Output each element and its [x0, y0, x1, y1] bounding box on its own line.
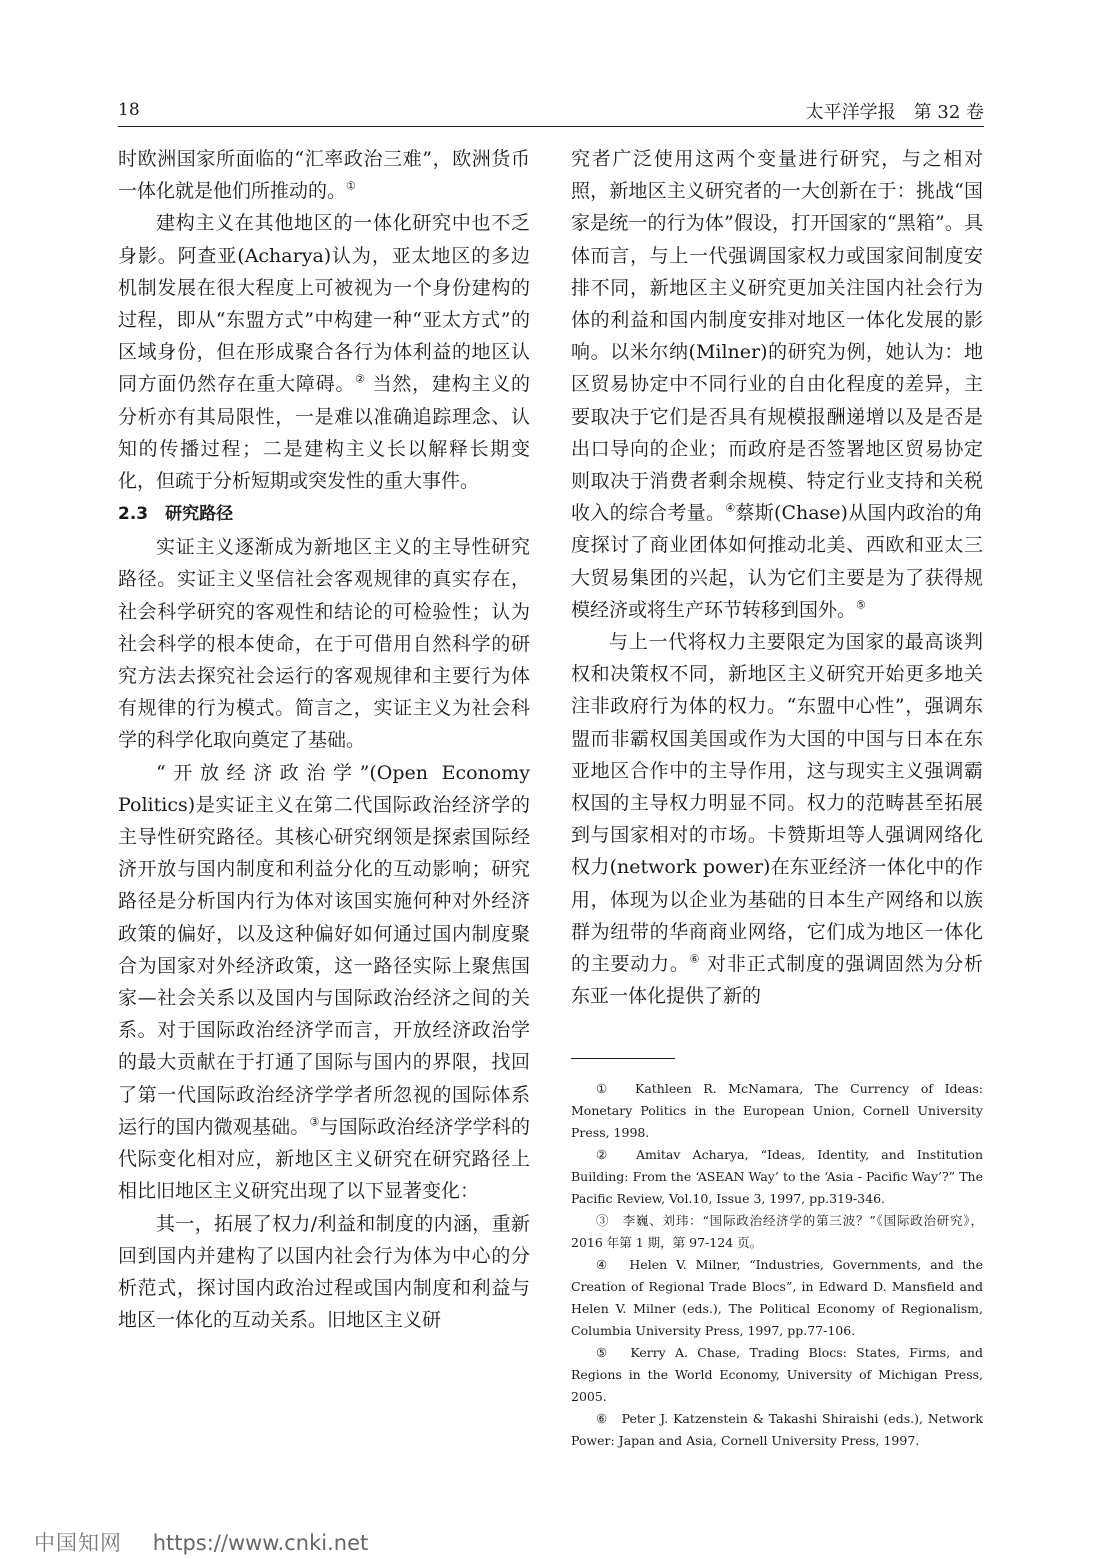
- footnote-divider: [571, 1058, 675, 1059]
- footnote: ③ 李巍、刘玮：“国际政治经济学的第三波？”《国际政治研究》，2016 年第 1 期，第 97-124 页。: [571, 1213, 983, 1250]
- section-heading: 2.3 研究路径: [118, 504, 234, 525]
- paragraph: 究者广泛使用这两个变量进行研究，与之相对照，新地区主义研究者的一大创新在于：挑战“国家是统一的行为体”假设，打开国家的“黑箱”。具体而言，与上一代强调国家权力或国家间制度安排不同，新地区主义研究更加关注国内社会行为体的利益和国内制度安排对地区一体化发展的影响。以米尔纳(Milner)的研究为例，她认为：地区贸易协定中不同行业的自由化程度的差异，主要取决于它们是否具有规模报酬递增以及是否是出口导向的企业；而政府是否签署地区贸易协定则取决于消费者剩余规模、特定行业支持和关税收入的综合考量。④蔡斯(Chase)从国内政治的角度探讨了商业团体如何推动北美、西欧和亚太三大贸易集团的兴起，认为它们主要是为了获得规模经济或将生产环节转移到国外。⑤: [571, 148, 983, 621]
- footnote: ④ Helen V. Milner, “Industries, Governments, and the Creation of Regional Trade Blocs”, in Edward D. Mansfield and Helen V. Milner (eds.), The Political Economy of Regionalism, Columbia University Press, 1997, pp.77-106.: [571, 1257, 983, 1338]
- paragraph: 建构主义在其他地区的一体化研究中也不乏身影。阿查亚(Acharya)认为，亚太地区的多边机制发展在很大程度上可被视为一个身份建构的过程，即从“东盟方式”中构建一种“亚太方式”的区域身份，但在形成聚合各行为体利益的地区认同方面仍然存在重大障碍。② 当然，建构主义的分析亦有其局限性，一是难以准确追踪理念、认知的传播过程；二是建构主义长以解释长期变化，但疏于分析短期或突发性的重大事件。: [118, 212, 530, 493]
- page-number: 18: [118, 100, 140, 120]
- footnotes: [571, 1078, 983, 1452]
- footnote: ⑥ Peter J. Katzenstein & Takashi Shiraishi (eds.), Network Power: Japan and Asia, Cornell University Press, 1997.: [571, 1411, 983, 1448]
- footnote: ① Kathleen R. McNamara, The Currency of Ideas: Monetary Politics in the European Union, Cornell University Press, 1998.: [571, 1081, 983, 1140]
- page-header: [118, 96, 984, 127]
- footnote-ref[interactable]: ⑤: [856, 598, 866, 612]
- footnote-ref[interactable]: ②: [355, 372, 366, 386]
- footnote-ref[interactable]: ③: [309, 1115, 320, 1129]
- cnki-logo: 中国知网: [34, 1531, 122, 1555]
- paragraph: 与上一代将权力主要限定为国家的最高谈判权和决策权不同，新地区主义研究开始更多地关注非政府行为体的权力。“东盟中心性”，强调东盟而非霸权国美国或作为大国的中国与日本在东亚地区合作中的主导作用，这与现实主义强调霸权国的主导权力明显不同。权力的范畴甚至拓展到与国家相对的市场。卡赞斯坦等人强调网络化权力(network power)在东亚经济一体化中的作用，体现为以企业为基础的日本生产网络和以族群为纽带的华商商业网络，它们成为地区一体化的主要动力。⑥ 对非正式制度的强调固然为分析东亚一体化提供了新的: [571, 631, 983, 1008]
- left-column: [118, 143, 530, 1336]
- paragraph: “开放经济政治学”(Open Economy Politics)是实证主义在第二代国际政治经济学的主导性研究路径。其核心研究纲领是探索国际经济开放与国内制度和利益分化的互动影响；研究路径是分析国内行为体对该国实施何种对外经济政策的偏好，以及这种偏好如何通过国内制度聚合为国家对外经济政策，这一路径实际上聚焦国家—社会关系以及国内与国际政治经济之间的关系。对于国际政治经济学而言，开放经济政治学的最大贡献在于打通了国际与国内的界限，找回了第一代国际政治经济学学者所忽视的国际体系运行的国内微观基础。③与国际政治经济学学科的代际变化相对应，新地区主义研究在研究路径上相比旧地区主义研究出现了以下显著变化：: [118, 761, 530, 1203]
- paragraph: 其一，拓展了权力/利益和制度的内涵，重新回到国内并建构了以国内社会行为体为中心的分析范式，探讨国内政治过程或国内制度和利益与地区一体化的互动关系。旧地区主义研: [118, 1212, 530, 1332]
- source-url[interactable]: https://www.cnki.net: [152, 1531, 369, 1555]
- footnote-ref[interactable]: ④: [725, 501, 736, 515]
- watermark-footer: [34, 1527, 368, 1557]
- paragraph: 实证主义逐渐成为新地区主义的主导性研究路径。实证主义坚信社会客观规律的真实存在，社会科学研究的客观性和结论的可检验性；认为社会科学的根本使命，在于可借用自然科学的研究方法去探究社会运行的客观规律和主要行为体有规律的行为模式。简言之，实证主义为社会科学的科学化取向奠定了基础。: [118, 536, 530, 752]
- right-column: [571, 143, 983, 1012]
- paragraph: 时欧洲国家所面临的“汇率政治三难”，欧洲货币一体化就是他们所推动的。①: [118, 148, 530, 203]
- running-title: 太平洋学报 第 32 卷: [805, 102, 984, 123]
- footnote: ② Amitav Acharya, “Ideas, Identity, and Institution Building: From the ‘ASEAN Way’ to the ‘Asia - Pacific Way’?” The Pacific Review, Vol.10, Issue 3, 1997, pp.319-346.: [571, 1147, 983, 1206]
- footnote-ref[interactable]: ⑥: [689, 952, 701, 966]
- footnote-ref[interactable]: ①: [346, 179, 356, 193]
- footnote: ⑤ Kerry A. Chase, Trading Blocs: States, Firms, and Regions in the World Economy, University of Michigan Press, 2005.: [571, 1345, 983, 1404]
